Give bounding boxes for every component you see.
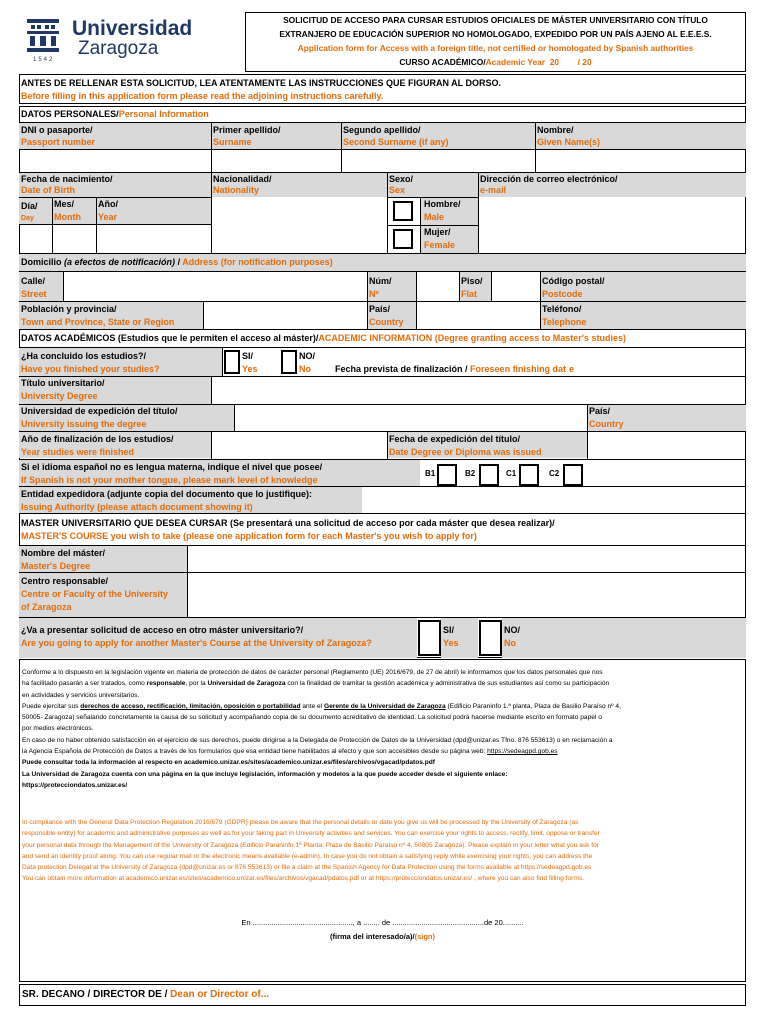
finished-label: ¿Ha concluido los estudios?/ (21, 351, 147, 361)
level-c2-label: C2 (549, 469, 560, 478)
number-label: Núm/ (369, 276, 392, 286)
dob-label-en: Date of Birth (21, 185, 75, 195)
dob-year-field[interactable] (97, 225, 210, 253)
issuing-authority-label: Entidad expedidora (adjunte copia del documento que lo justifique): (21, 489, 313, 499)
issue-date-label-en: Date Degree or Diploma was issued (389, 447, 542, 457)
master-name-field[interactable] (188, 546, 745, 572)
month-label-en: Month (54, 212, 81, 222)
degree-country-label: País/ (589, 406, 611, 416)
year-label: Año/ (98, 199, 118, 209)
signature-label: (firma del interesado/a)/(sign) (329, 932, 436, 941)
level-b2-checkbox[interactable] (479, 464, 499, 486)
centre-label: Centro responsable/ (21, 576, 109, 586)
floor-label: Piso/ (461, 276, 483, 286)
signature-area[interactable] (200, 945, 570, 977)
finish-year-label-en: Year studies were finished (21, 447, 135, 457)
dob-day-field[interactable] (20, 225, 51, 253)
email-label-en: e-mail (480, 185, 507, 195)
finished-no-label: NO/ (299, 351, 316, 361)
number-field[interactable] (417, 272, 458, 300)
dni-label: DNI o pasaporte/ (21, 125, 93, 135)
finish-year-label: Año de finalización de los estudios/ (21, 434, 174, 444)
foreseen-date-label: Fecha prevista de finalización / Foreseen finishing dat e (335, 364, 575, 374)
year-label-en: Year (98, 212, 118, 222)
master-name-label-en: Master's Degree (21, 561, 91, 571)
degree-country-label-en: Country (589, 419, 624, 429)
dob-label: Fecha de nacimiento/ (21, 174, 113, 184)
month-label: Mes/ (54, 199, 75, 209)
degree-label: Título universitario/ (21, 378, 105, 388)
legal-notice-spanish: Conforme a lo dispuesto en la legislación vigente en materia de protección de datos de carácter personal (Reglamento (UE) 2016/679, de 27 de abril) le informamos que los datos personales que nos ha facilitado pasarán a ser tratados, como responsable, por la Universidad de Zaragoza con la finalidad de tramitar la gestión académica y administrativa de sus estudiantes así como su participación en actividades y servicios universitarios. Puede ejercitar sus derechos de acceso, rectificación, limitación, oposición o portabilidad ante el Gerente de la Universidad de Zaragoza (Edificio Paraninfo 1.ª planta, Plaza de Basilio Paraíso nº 4, 50005- Zaragoza) señalando concretamente la causa de su solicitud y acompañando copia de su documento acreditativo de identidad. La solicitud podrá hacerse mediante escrito en formato papel o por medios electrónicos. En caso de no haber obtenido satisfacción en el ejercicio de sus derechos, puede dirigirse a la Delegada de Protección de Datos de la Universidad (dpd@unizar.es Tfno. 876 553613) o en reclamación a la Agencia Española de Protección de Datos a través de los formularios que esa entidad tiene habilitados al efecto y que son accesibles desde su página web: https://sedeagpd.gob.es Puede consultar toda la información al respecto en academico.unizar.es/sites/academico.unizar.es/files/archivos/vgacad/pdatos.pdf La Universidad de Zaragoza cuenta con una página en la que incluye legislación, información y modelos a la que puede acceder desde el siguiente enlace: https://protecciondatos.unizar.es/ (22, 669, 621, 789)
female-checkbox[interactable] (393, 229, 413, 249)
finished-no-checkbox[interactable] (281, 350, 297, 374)
dni-label-en: Passport number (21, 137, 96, 147)
street-field[interactable] (64, 272, 366, 300)
male-checkbox[interactable] (393, 201, 413, 221)
issue-date-field[interactable] (588, 432, 745, 458)
academic-section-title: DATOS ACADÉMICOS (Estudios que le permiten el acceso al máster)/ACADEMIC INFORMATION (Degree granting access to Master's studies) (21, 333, 626, 343)
number-label-en: Nº (369, 289, 379, 299)
nationality-label-en: Nationality (213, 185, 260, 195)
male-label-en: Male (424, 212, 445, 222)
academic-year-label: CURSO ACADÉMICO/ (399, 57, 486, 67)
name-label: Nombre/ (537, 125, 574, 135)
surname2-label: Segundo apellido/ (343, 125, 421, 135)
country-label: País/ (369, 304, 391, 314)
email-label: Dirección de correo electrónico/ (480, 174, 618, 184)
privacy-link[interactable]: https://protecciondatos.unizar.es/ (22, 781, 128, 789)
issuing-authority-label-en: Issuing Authority (please attach document showing it) (21, 502, 253, 512)
level-c1-checkbox[interactable] (519, 464, 539, 486)
postcode-label-en: Postcode (542, 289, 583, 299)
surname2-field[interactable] (342, 150, 534, 172)
master-section-title: MASTER UNIVERSITARIO QUE DESEA CURSAR (Se presentará una solicitud de acceso por cada máster que desea realizar)/ (21, 518, 555, 528)
personal-section-title: DATOS PERSONALES/Personal Information (21, 109, 209, 119)
logo-zaragoza-text: Zaragoza (78, 38, 159, 59)
legal-notice-english: In compliance with the General Data Protection Regulation 2016/679 (GDPR) please be aware that the personal details or date you give us will be processed by the University of Zaragoza (as responsible entity) for academic and administrative purposes as well as for your taking part in University activities and services. You can exercise your rights to access, rectify, limit, oppose or transfer your personal data through the Management of the University of Zaragoza (Edificio Paraninfo 1ª Planta, Plaza de Basilio Paraíso nº 4, 50005 Zaragoza). Please explain in your letter what you ask for and send an identity proof along. You can use regular mail or the electronic means available (e-admin). In case you do not obtain a satisfying reply while exercising your rights, you can address the Data protection Delegat at the University of Zaragoza (dpd@unizar.es or 876 553613) or file a claim at the Spanish Agency for Data Protection using the forms available at https://sedeagpd.gob.es You can obtain more information at academico.unizar.es/sites/academico.unizar.es/files/archivos/vgacad/pdatos.pdf or at https://protecciondatos.unizar.es/ , where you can also find filling forms. (22, 819, 600, 883)
name-label-en: Given Name(s) (537, 137, 601, 147)
other-master-label: ¿Va a presentar solicitud de acceso en otro máster universitario?/ (21, 625, 304, 635)
issuing-authority-field[interactable] (363, 487, 745, 513)
finished-label-en: Have you finished your studies? (21, 364, 160, 374)
other-master-no-label: NO/ (504, 625, 521, 635)
other-master-yes-label-en: Yes (443, 638, 459, 648)
surname1-label: Primer apellido/ (213, 125, 281, 135)
degree-label-en: University Degree (21, 391, 98, 401)
day-label-en: Day (21, 215, 34, 222)
other-master-yes-checkbox[interactable] (418, 620, 441, 656)
finished-yes-checkbox[interactable] (224, 350, 240, 374)
header-title-english: Application form for Access with a foreign title, not certified or homologated by Spanish authorities (297, 43, 694, 53)
other-master-yes-label: SI/ (443, 625, 455, 635)
spanish-level-label: Si el idioma español no es lengua materna, indique el nivel que posee/ (21, 462, 323, 472)
issue-date-label: Fecha de expedición del título/ (389, 434, 521, 444)
finished-yes-label-en: Yes (242, 364, 258, 374)
phone-label-en: Telephone (542, 317, 587, 327)
other-master-no-checkbox[interactable] (479, 620, 502, 656)
dob-month-field[interactable] (53, 225, 95, 253)
centre-field[interactable] (188, 573, 745, 617)
level-b1-label: B1 (425, 469, 436, 478)
town-label-en: Town and Province, State or Region (21, 317, 175, 327)
issuing-university-label-en: University issuing the degree (21, 419, 147, 429)
sex-label-en: Sex (389, 185, 406, 195)
logo-university-text: Universidad (72, 17, 193, 40)
finished-no-label-en: No (299, 364, 311, 374)
nationality-field[interactable] (212, 198, 387, 253)
issuing-university-label: Universidad de expedición del título/ (21, 406, 178, 416)
given-name-field[interactable] (536, 150, 745, 172)
surname1-field[interactable] (212, 150, 340, 172)
degree-field[interactable] (212, 377, 745, 403)
other-master-label-en: Are you going to apply for another Master's Course at the University of Zaragoza? (21, 638, 372, 648)
header-title-line1: SOLICITUD DE ACCESO PARA CURSAR ESTUDIOS OFICIALES DE MÁSTER UNIVERSITARIO CON TÍTULO (283, 15, 708, 25)
level-c1-label: C1 (506, 469, 517, 478)
male-label: Hombre/ (424, 199, 461, 209)
phone-label: Teléfono/ (542, 304, 582, 314)
academic-year-line (245, 57, 746, 68)
country-label-en: Country (369, 317, 404, 327)
street-label-en: Street (21, 289, 47, 299)
day-label: Día/ (21, 201, 38, 211)
street-label: Calle/ (21, 276, 46, 286)
sex-label: Sexo/ (389, 174, 414, 184)
place-date-line: En ................................................, a ........ de ............................................de 20.......... (241, 918, 524, 927)
dni-field[interactable] (20, 150, 210, 172)
master-section-title-en: MASTER'S COURSE you wish to take (please one application form for each Master's you wish to apply for) (21, 531, 477, 541)
logo-year: 1542 (33, 57, 55, 63)
female-label-en: Female (424, 240, 456, 250)
finished-yes-label: SI/ (242, 351, 254, 361)
academic-year-english: Academic Year 20 / 20 (485, 57, 592, 67)
town-field[interactable] (204, 302, 366, 328)
floor-field[interactable] (492, 272, 539, 300)
town-label: Población y provincia/ (21, 304, 117, 314)
issuing-university-field[interactable] (235, 405, 586, 430)
foreseen-date-field[interactable] (590, 362, 740, 375)
instructions-english: Before filling in this application form please read the adjoining instructions carefully. (21, 91, 384, 101)
email-field[interactable] (479, 198, 745, 253)
centre-label-en: Centre or Faculty of the University (21, 589, 169, 599)
level-b1-checkbox[interactable] (437, 464, 457, 486)
header-title-line2: EXTRANJERO DE EDUCACIÓN SUPERIOR NO HOMOLOGADO, EXPEDIDO POR UN PAÍS AJENO AL E.E.E.S. (279, 29, 712, 39)
university-logo (22, 17, 222, 67)
finish-year-field[interactable] (212, 432, 386, 458)
postcode-label: Código postal/ (542, 276, 605, 286)
master-name-label: Nombre del máster/ (21, 548, 106, 558)
spanish-level-label-en: If Spanish is not your mother tongue, please mark level of knowledge (21, 475, 318, 485)
instructions-spanish: ANTES DE RELLENAR ESTA SOLICITUD, LEA ATENTAMENTE LAS INSTRUCCIONES QUE FIGURAN AL DORSO. (21, 78, 502, 88)
agpd-link[interactable]: https://sedeagpd.gob.es (487, 748, 558, 756)
surname2-label-en: Second Surname (if any) (343, 137, 449, 147)
other-master-no-label-en: No (504, 638, 516, 648)
address-section-title: Domicilio (a efectos de notificación) / Address (for notification purposes) (21, 257, 333, 267)
level-b2-label: B2 (465, 469, 476, 478)
female-label: Mujer/ (424, 227, 451, 237)
centre-label-en-2: of Zaragoza (21, 602, 72, 612)
floor-label-en: Flat (461, 289, 478, 299)
level-c2-checkbox[interactable] (563, 464, 583, 486)
nationality-label: Nacionalidad/ (213, 174, 272, 184)
country-field[interactable] (417, 302, 539, 328)
dean-label: SR. DECANO / DIRECTOR DE / Dean or Director of... (22, 989, 270, 1000)
surname1-label-en: Surname (213, 137, 252, 147)
